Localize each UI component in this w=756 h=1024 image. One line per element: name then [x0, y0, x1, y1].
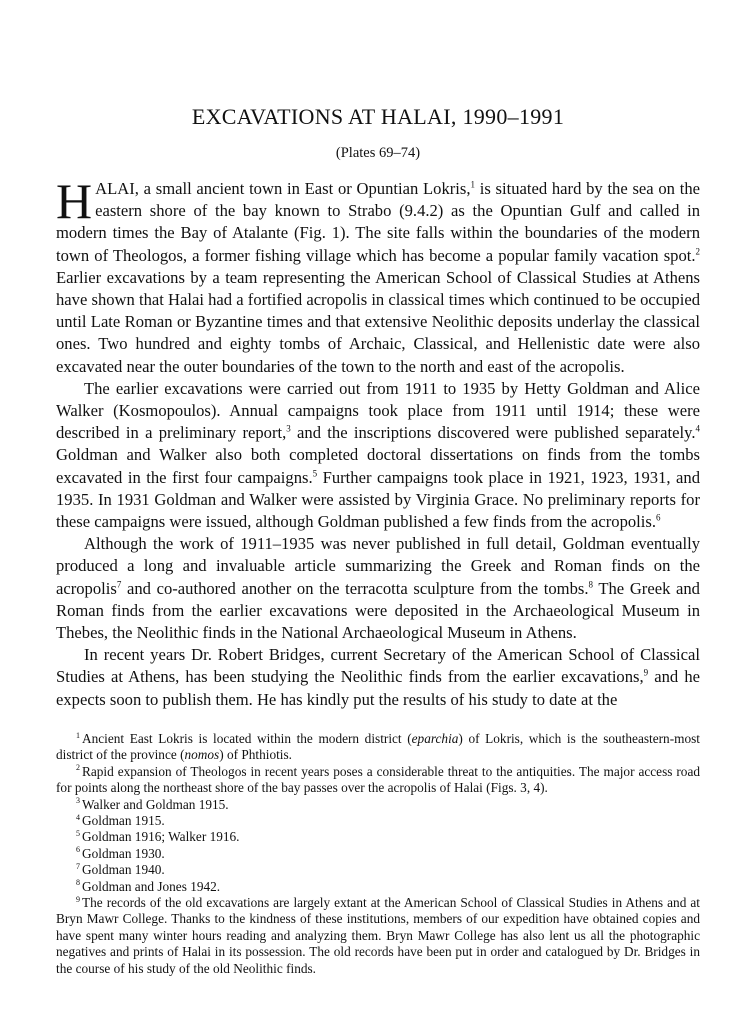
footnote-7: $^7$ Goldman 1940.: [76, 861, 165, 878]
footnote-ref-4[interactable]: 4: [695, 423, 700, 434]
article-body: [56, 173, 700, 711]
footnote-3: $^3$ Walker and Goldman 1915.: [76, 796, 229, 812]
footnote-ref-9[interactable]: 9: [643, 667, 649, 678]
drop-cap: H: [56, 173, 93, 229]
footnote-ref-5[interactable]: 5: [312, 468, 318, 479]
footnote-4: $^4$ Goldman 1915.: [76, 812, 165, 829]
footnote-ref-3[interactable]: 3: [286, 423, 291, 434]
paragraph-2: The earlier excavations were carried out from 1911 to 1935 by Hetty Goldman and Alice Walker (Kosmopoulos). Annual campaigns took place from 1911 until 1914; these were described in a preliminary report,$^3$ and the inscriptions discovered were published separately.$^4$ Goldman and Walker also both completed doctoral dissertations on finds from the tombs excavated in the first four campaigns.$^5$ Further campaigns took place in 1921, 1923, 1931, and 1935. In 1931 Goldman and Walker were assisted by Virginia Grace. No preliminary reports for these campaigns were issued, although Goldman published a few finds from the acropolis.$^6$: [56, 378, 700, 532]
footnote-ref-1[interactable]: 1: [470, 179, 475, 190]
paragraph-4: In recent years Dr. Robert Bridges, current Secretary of the American School of Classical Studies at Athens, has been studying the Neolithic finds from the earlier excavations,$^9$ and he expects soon to publish them. He has kindly put the results of his study to date at the: [56, 645, 700, 709]
footnote-8: $^8$ Goldman and Jones 1942.: [76, 878, 221, 894]
article-title: EXCAVATIONS AT HALAI, 1990–1991: [191, 104, 565, 129]
footnote-ref-8[interactable]: 8: [588, 579, 593, 590]
footnote-2: $^2$ Rapid expansion of Theologos in recent years poses a considerable threat to the antiquities. The major access road for points along the northeast shore of the bay passes over the acropolis of Halai (Figs. 3, 4).: [56, 763, 700, 796]
paragraph-3: Although the work of 1911–1935 was never published in full detail, Goldman eventually produced a long and invaluable article summarizing the Greek and Roman finds on the acropolis$^7$ and co-authored another on the terracotta sculpture from the tombs.$^8$ The Greek and Roman finds from the earlier excavations were deposited in the Archaeological Museum in Thebes, the Neolithic finds in the National Archaeological Museum in Athens.: [56, 534, 700, 643]
paragraph-1: HALAI, a small ancient town in East or Opuntian Lokris,$^1$ is situated hard by the sea on the eastern shore of the bay known to Strabo (9.4.2) as the Opuntian Gulf and called in modern times the Bay of Atalante (Fig. 1). The site falls within the boundaries of the modern town of Theologos, a former fishing village which has become a popular family vacation spot.$^2$ Earlier excavations by a team representing the American School of Classical Studies at Athens have shown that Halai had a fortified acropolis in classical times which continued to be occupied until Late Roman or Byzantine times and that extensive Neolithic deposits underlay the classical ones. Two hundred and eighty tombs of Archaic, Classical, and Hellenistic date were also excavated near the outer boundaries of the town to the north and east of the acropolis.: [56, 173, 700, 376]
footnote-ref-2[interactable]: 2: [695, 246, 700, 257]
footnote-ref-6[interactable]: 6: [656, 512, 661, 523]
footnote-ref-7[interactable]: 7: [116, 579, 122, 590]
footnotes: [56, 731, 700, 977]
footnote-5: $^5$ Goldman 1916; Walker 1916.: [76, 829, 240, 845]
footnote-9: $^9$ The records of the old excavations are largely extant at the American School of Classical Studies in Athens and at Bryn Mawr College. Thanks to the kindness of these institutions, members of our expedition have obtained copies and have spent many winter hours reading and analyzing them. Bryn Mawr College has also lent us all the photographic negatives and prints of Halai in its possession. The old records have been put in order and catalogued by Dr. Bridges in the course of his study of the old Neolithic finds.: [56, 894, 700, 976]
footnote-1: $^1$ Ancient East Lokris is located within the modern district (eparchia) of Lokris, which is the southeastern-most district of the province (nomos) of Phthiotis.: [56, 730, 700, 763]
footnote-6: $^6$ Goldman 1930.: [76, 845, 165, 861]
plates-reference: (Plates 69–74): [335, 145, 421, 161]
